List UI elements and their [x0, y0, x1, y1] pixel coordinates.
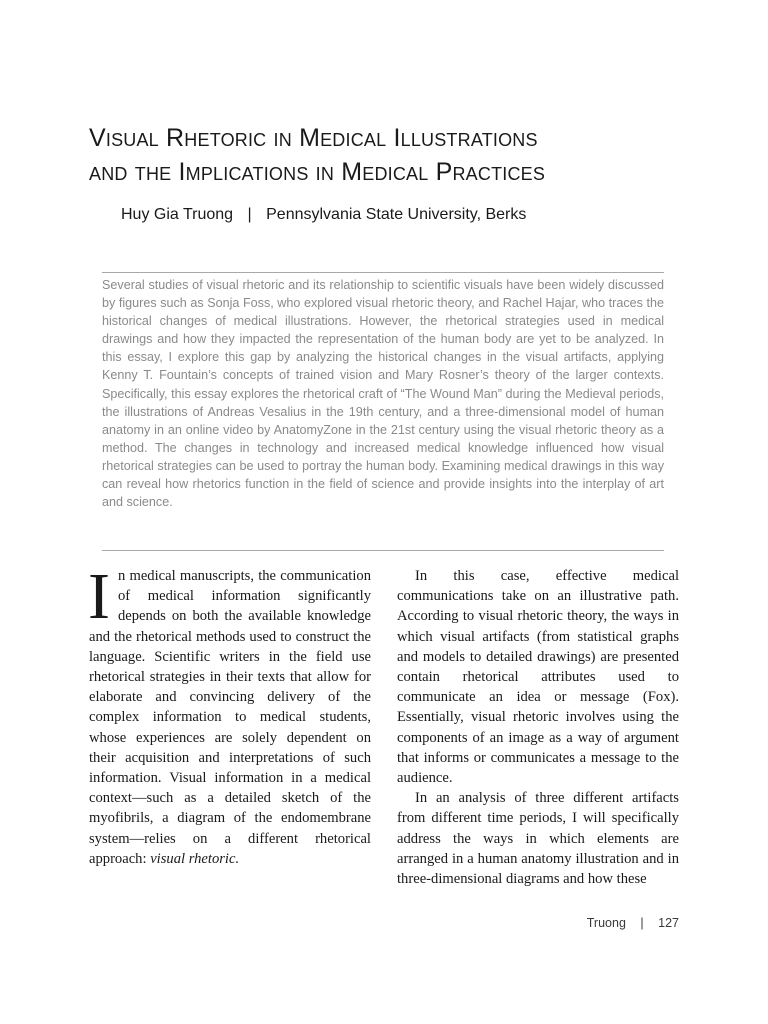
abstract: Several studies of visual rhetoric and its relationship to scientific visuals have been widely discussed by figures such as Sonja Foss, who explored visual rhetoric theory, and Rachel Hajar, who traces the historical changes of medical illustrations. However, the rhetorical strategies used in medical drawings and how they impacted the representation of the human body are yet to be analyzed. In this essay, I explore this gap by analyzing the historical changes in the visual artifacts, applying Kenny T. Fountain’s concepts of trained vision and Mary Rosner’s theory of the larger contexts. Specifically, this essay explores the rhetorical craft of “The Wound Man” during the Medieval periods, the illustrations of Andreas Vesalius in the 19th century, and a three-dimensional model of human anatomy in an online video by AnatomyZone in the 21st century using the visual rhetoric theory as a method. The changes in technology and increased medical knowledge influenced how visual rhetorical strategies can be used to portray the human body. Examining medical drawings in this way can reveal how rhetorics function in the field of science and provide insights into the interplay of art and science.	[102, 278, 664, 510]
article-title	[89, 121, 709, 189]
body-paragraph-1-text: n medical manuscripts, the communication of medical information significantly depends on both the available knowledge and the rhetorical methods used to construct the language. Scientific writers in the field use rhetorical strategies in their texts that allow for elaborate and convincing delivery of the complex information to medical students, whose experiences are solely dependent on their acquisition and interpretations of such information. Visual information in a medical context—such as a detailed sketch of the myofibrils, a diagram of the endomembrane system—relies on a different rhetorical approach:	[89, 568, 371, 867]
article-title-line-1: Visual Rhetoric in Medical Illustrations	[89, 124, 538, 152]
page-number: 127	[658, 916, 679, 930]
footer-separator: |	[640, 916, 644, 930]
body-paragraph-3: In an analysis of three different artifacts from different time periods, I will specifically address the ways in which elements are arranged in a human anatomy illustration and in three-dimensional diagrams and how these	[397, 790, 679, 888]
running-footer-author: Truong	[586, 916, 626, 930]
abstract-bottom-divider	[102, 550, 664, 551]
drop-cap: I	[88, 560, 110, 633]
body-paragraph-1-emphasis: visual rhetoric.	[150, 850, 240, 867]
byline-separator: |	[247, 206, 252, 223]
page-footer	[587, 916, 679, 930]
body-column-right	[397, 566, 679, 889]
body-paragraph-2: In this case, effective medical communications take on an illustrative path. According to visual rhetoric theory, the ways in which visual artifacts (from statistical graphs and models to detailed drawings) are presented contain rhetorical attributes used to communicate an idea or message (Fox). Essentially, visual rhetoric involves using the components of an image as a way of argument that informs or communicates a message to the audience.	[397, 568, 679, 787]
author-affiliation: Pennsylvania State University, Berks	[266, 206, 527, 223]
article-title-line-2: and the Implications in Medical Practices	[89, 158, 546, 186]
byline	[121, 203, 526, 227]
body-column-left	[88, 560, 371, 869]
author-name: Huy Gia Truong	[121, 206, 234, 223]
abstract-top-divider	[102, 272, 664, 273]
body-paragraph-1	[88, 560, 371, 869]
